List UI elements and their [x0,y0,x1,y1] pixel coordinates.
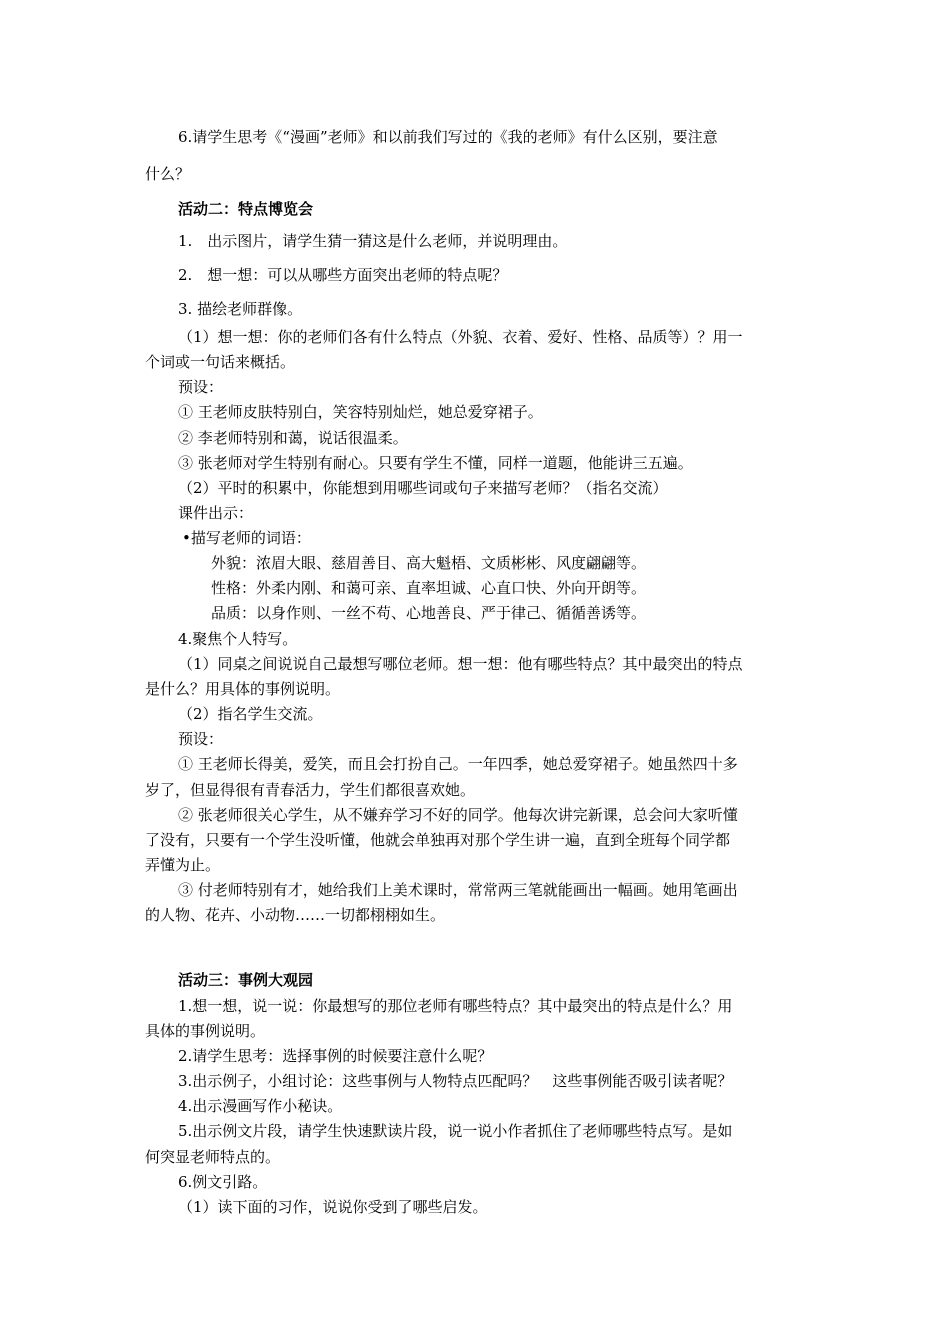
section-heading: 活动三：事例大观园 [178,971,314,989]
list-item: 3. 描绘老师群像。 [178,300,303,318]
paragraph-line: 预设： [178,378,224,396]
paragraph-line: 岁了，但显得很有青春活力，学生们都很喜欢她。 [145,781,476,799]
paragraph-line: 具体的事例说明。 [145,1022,266,1040]
paragraph-line: 是什么？用具体的事例说明。 [145,680,341,698]
paragraph-line: 何突显老师特点的。 [145,1148,281,1166]
list-item: •描写老师的词语： [182,529,311,547]
paragraph-line: （1）同桌之间说说自己最想写哪位老师。想一想：他有哪些特点？其中最突出的特点 [178,655,743,673]
list-item: ① 王老师长得美，爱笑，而且会打扮自己。一年四季，她总爱穿裙子。她虽然四十多 [178,755,738,773]
paragraph-line: 了没有，只要有一个学生没听懂，他就会单独再对那个学生讲一遍，直到全班每个同学都 [145,831,731,849]
paragraph-line: 课件出示： [178,504,254,522]
paragraph-line: （1）读下面的习作，说说你受到了哪些启发。 [178,1198,488,1216]
list-item: 品质：以身作则、一丝不苟、心地善良、严于律己、循循善诱等。 [211,604,647,622]
paragraph-line: 个词或一句话来概括。 [145,353,296,371]
list-item: ③ 张老师对学生特别有耐心。只要有学生不懂，同样一道题，他能讲三五遍。 [178,454,693,472]
list-item: 2.请学生思考：选择事例的时候要注意什么呢？ [178,1047,493,1065]
list-item: ① 王老师皮肤特别白，笑容特别灿烂，她总爱穿裙子。 [178,403,543,421]
paragraph-line: （2）指名学生交流。 [178,705,323,723]
paragraph-line: （2）平时的积累中，你能想到用哪些词或句子来描写老师？（指名交流） [178,479,668,497]
list-item: 3.出示例子，小组讨论：这些事例与人物特点匹配吗？ 这些事例能否吸引读者呢？ [178,1072,733,1090]
list-item: 5.出示例文片段，请学生快速默读片段，说一说小作者抓住了老师哪些特点写。是如 [178,1122,733,1140]
list-item: ② 张老师很关心学生，从不嫌弃学习不好的同学。他每次讲完新课，总会问大家听懂 [178,806,738,824]
section-heading: 活动二：特点博览会 [178,200,314,218]
list-item: 6.例文引路。 [178,1173,268,1191]
list-item: 性格：外柔内刚、和蔼可亲、直率坦诚、心直口快、外向开朗等。 [211,579,647,597]
list-item: 4.出示漫画写作小秘诀。 [178,1097,343,1115]
list-item: ② 李老师特别和蔼，说话很温柔。 [178,429,408,447]
list-item: 1. 出示图片，请学生猜一猜这是什么老师，并说明理由。 [178,232,568,250]
paragraph-line: 4.聚焦个人特写。 [178,630,298,648]
paragraph-line: 弄懂为止。 [145,856,221,874]
paragraph-line: 的人物、花卉、小动物……一切都栩栩如生。 [145,906,446,924]
list-item: 1.想一想，说一说：你最想写的那位老师有哪些特点？其中最突出的特点是什么？用 [178,997,733,1015]
paragraph-line: 什么？ [145,165,191,183]
list-item: 2. 想一想：可以从哪些方面突出老师的特点呢？ [178,266,508,284]
list-item: ③ 付老师特别有才，她给我们上美术课时，常常两三笔就能画出一幅画。她用笔画出 [178,881,738,899]
paragraph-line: 预设： [178,730,224,748]
paragraph-line: （1）想一想：你的老师们各有什么特点（外貌、衣着、爱好、性格、品质等）？用一 [178,328,743,346]
list-item: 外貌：浓眉大眼、慈眉善目、高大魁梧、文质彬彬、风度翩翩等。 [211,554,647,572]
paragraph-line: 6.请学生思考《“漫画”老师》和以前我们写过的《我的老师》有什么区别，要注意 [178,128,718,146]
